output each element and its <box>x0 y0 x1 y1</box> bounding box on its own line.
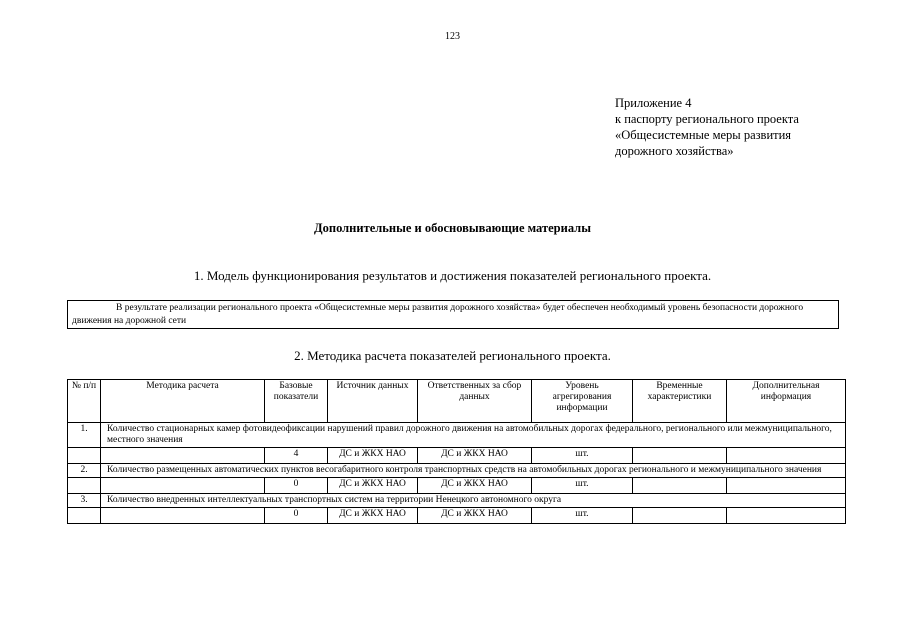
empty-cell <box>68 448 101 464</box>
level-cell: шт. <box>532 508 633 524</box>
extra-cell <box>727 508 846 524</box>
section-1-text: В результате реализации регионального проекта «Общесистемные меры развития дорожного хозяйства» будет обеспечен необходимый уровень безопасности дорожного движения на дорожной сети <box>72 303 804 326</box>
method-cell <box>101 508 265 524</box>
time-cell <box>633 448 727 464</box>
table-row-values <box>68 448 846 464</box>
responsible-cell: ДС и ЖКХ НАО <box>418 508 532 524</box>
level-cell: шт. <box>532 478 633 494</box>
time-cell <box>633 478 727 494</box>
main-title: Дополнительные и обосновывающие материалы <box>314 221 591 235</box>
base-value-cell: 0 <box>265 508 328 524</box>
row-number: 1. <box>68 423 101 448</box>
method-cell <box>101 478 265 494</box>
source-cell: ДС и ЖКХ НАО <box>328 508 418 524</box>
source-cell: ДС и ЖКХ НАО <box>328 478 418 494</box>
base-value-cell: 0 <box>265 478 328 494</box>
header-cell-time: Временные характеристики <box>633 380 727 423</box>
row-description: Количество размещенных автоматических пунктов весогабаритного контроля транспортных средств на автомобильных дорогах регионального и межмуниципального значения <box>101 464 846 478</box>
row-description: Количество стационарных камер фотовидеофиксации нарушений правил дорожного движения на автомобильных дорогах федерального, регионального или межмуниципального, местного значения <box>101 423 846 448</box>
responsible-cell: ДС и ЖКХ НАО <box>418 448 532 464</box>
header-cell-base: Базовые показатели <box>265 380 328 423</box>
section-2-title: 2. Методика расчета показателей регионального проекта. <box>294 348 611 363</box>
row-number: 3. <box>68 494 101 508</box>
header-cell-extra: Дополнительная информация <box>727 380 846 423</box>
empty-cell <box>68 508 101 524</box>
appendix-block <box>615 95 875 159</box>
table-row-values <box>68 508 846 524</box>
appendix-line-4: дорожного хозяйства» <box>615 144 734 158</box>
row-description: Количество внедренных интеллектуальных транспортных систем на территории Ненецкого автономного округа <box>101 494 846 508</box>
empty-cell <box>68 478 101 494</box>
table-row-values <box>68 478 846 494</box>
methodology-table <box>67 379 846 524</box>
table-row <box>68 494 846 508</box>
appendix-line-2: к паспорту регионального проекта <box>615 112 799 126</box>
section-1-text-box <box>67 300 839 329</box>
appendix-line-1: Приложение 4 <box>615 96 692 110</box>
level-cell: шт. <box>532 448 633 464</box>
header-cell-source: Источник данных <box>328 380 418 423</box>
header-cell-level: Уровень агрегирования информации <box>532 380 633 423</box>
header-cell-responsible: Ответственных за сбор данных <box>418 380 532 423</box>
appendix-line-3: «Общесистемные меры развития <box>615 128 792 142</box>
table-header-row <box>68 380 846 423</box>
page-number: 123 <box>445 31 460 42</box>
header-cell-number: № п/п <box>68 380 101 423</box>
section-1-title: 1. Модель функционирования результатов и достижения показателей регионального проекта. <box>193 268 712 283</box>
table-row <box>68 423 846 448</box>
source-cell: ДС и ЖКХ НАО <box>328 448 418 464</box>
row-number: 2. <box>68 464 101 478</box>
extra-cell <box>727 448 846 464</box>
responsible-cell: ДС и ЖКХ НАО <box>418 478 532 494</box>
table-row <box>68 464 846 478</box>
method-cell <box>101 448 265 464</box>
time-cell <box>633 508 727 524</box>
extra-cell <box>727 478 846 494</box>
header-cell-method: Методика расчета <box>101 380 265 423</box>
base-value-cell: 4 <box>265 448 328 464</box>
